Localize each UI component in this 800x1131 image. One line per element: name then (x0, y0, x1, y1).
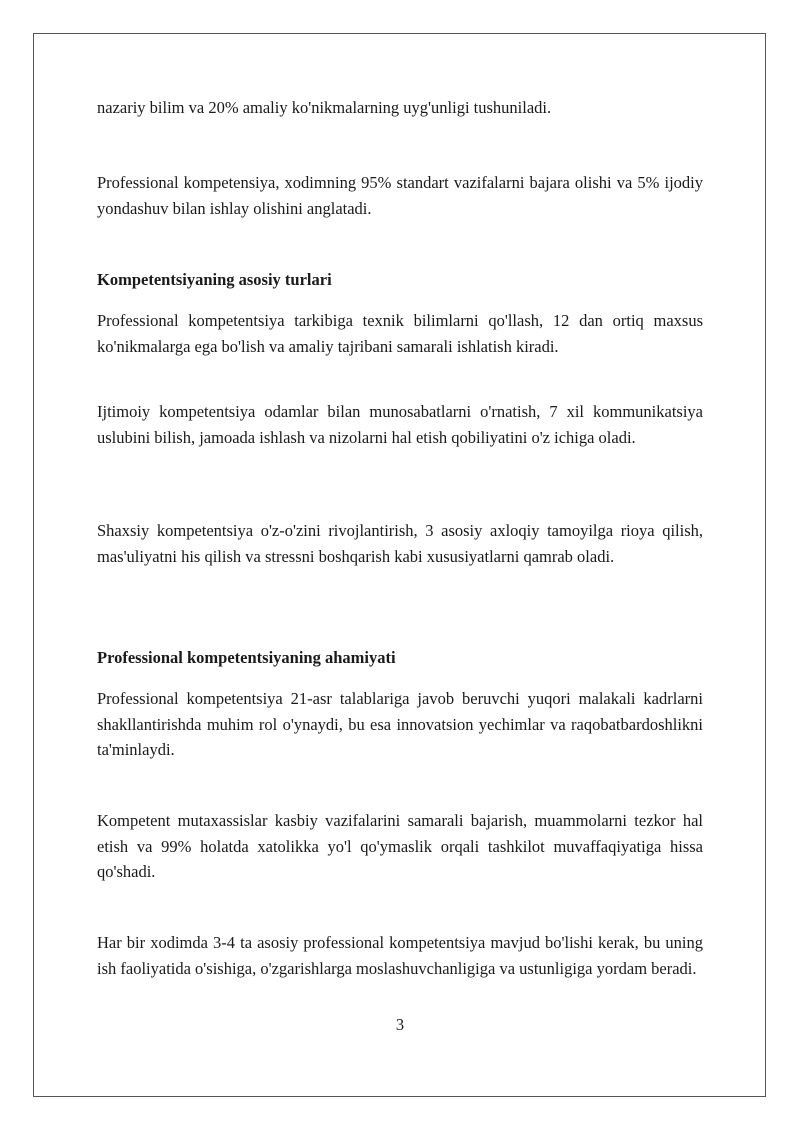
paragraph-intro-continuation: nazariy bilim va 20% amaliy ko'nikmalarning uyg'unligi tushuniladi. (97, 98, 552, 117)
heading-competence-importance: Professional kompetentsiyaning ahamiyati (97, 648, 396, 667)
paragraph-social-competence: Ijtimoiy kompetentsiya odamlar bilan munosabatlarni o'rnatish, 7 xil kommunikatsiya uslubini bilish, jamoada ishlash va nizolarni hal etish qobiliyatini o'z ichiga oladi. (97, 402, 703, 447)
heading-competence-types: Kompetentsiyaning asosiy turlari (97, 270, 332, 289)
paragraph-personal-competence: Shaxsiy kompetentsiya o'z-o'zini rivojlantirish, 3 asosiy axloqiy tamoyilga rioya qilish, mas'uliyatni his qilish va stressni boshqarish kabi xususiyatlarni qamrab oladi. (97, 521, 703, 566)
paragraph-each-employee: Har bir xodimda 3-4 ta asosiy professional kompetentsiya mavjud bo'lishi kerak, bu uning ish faoliyatida o'sishiga, o'zgarishlarga moslashuvchanligiga va ustunligiga yordam beradi. (97, 933, 703, 978)
paragraph-competent-specialists: Kompetent mutaxassislar kasbiy vazifalarini samarali bajarish, muammolarni tezkor hal etish va 99% holatda xatolikka yo'l qo'ymaslik orqali tashkilot muvaffaqiyatiga hissa qo'shadi. (97, 811, 703, 881)
paragraph-professional-competence: Professional kompetentsiya tarkibiga texnik bilimlarni qo'llash, 12 dan ortiq maxsus ko'nikmalarga ega bo'lish va amaliy tajribani samarali ishlatish kiradi. (97, 311, 703, 356)
paragraph-professional-competence-definition: Professional kompetensiya, xodimning 95% standart vazifalarni bajara olishi va 5% ijodiy yondashuv bilan ishlay olishini anglatadi. (97, 173, 703, 218)
paragraph-importance: Professional kompetentsiya 21-asr talablariga javob beruvchi yuqori malakali kadrlarni shakllantirishda muhim rol o'ynaydi, bu esa innovatsion yechimlar va raqobatbardoshlikni ta'minlaydi. (97, 689, 703, 759)
page-number: 3 (395, 1015, 405, 1034)
